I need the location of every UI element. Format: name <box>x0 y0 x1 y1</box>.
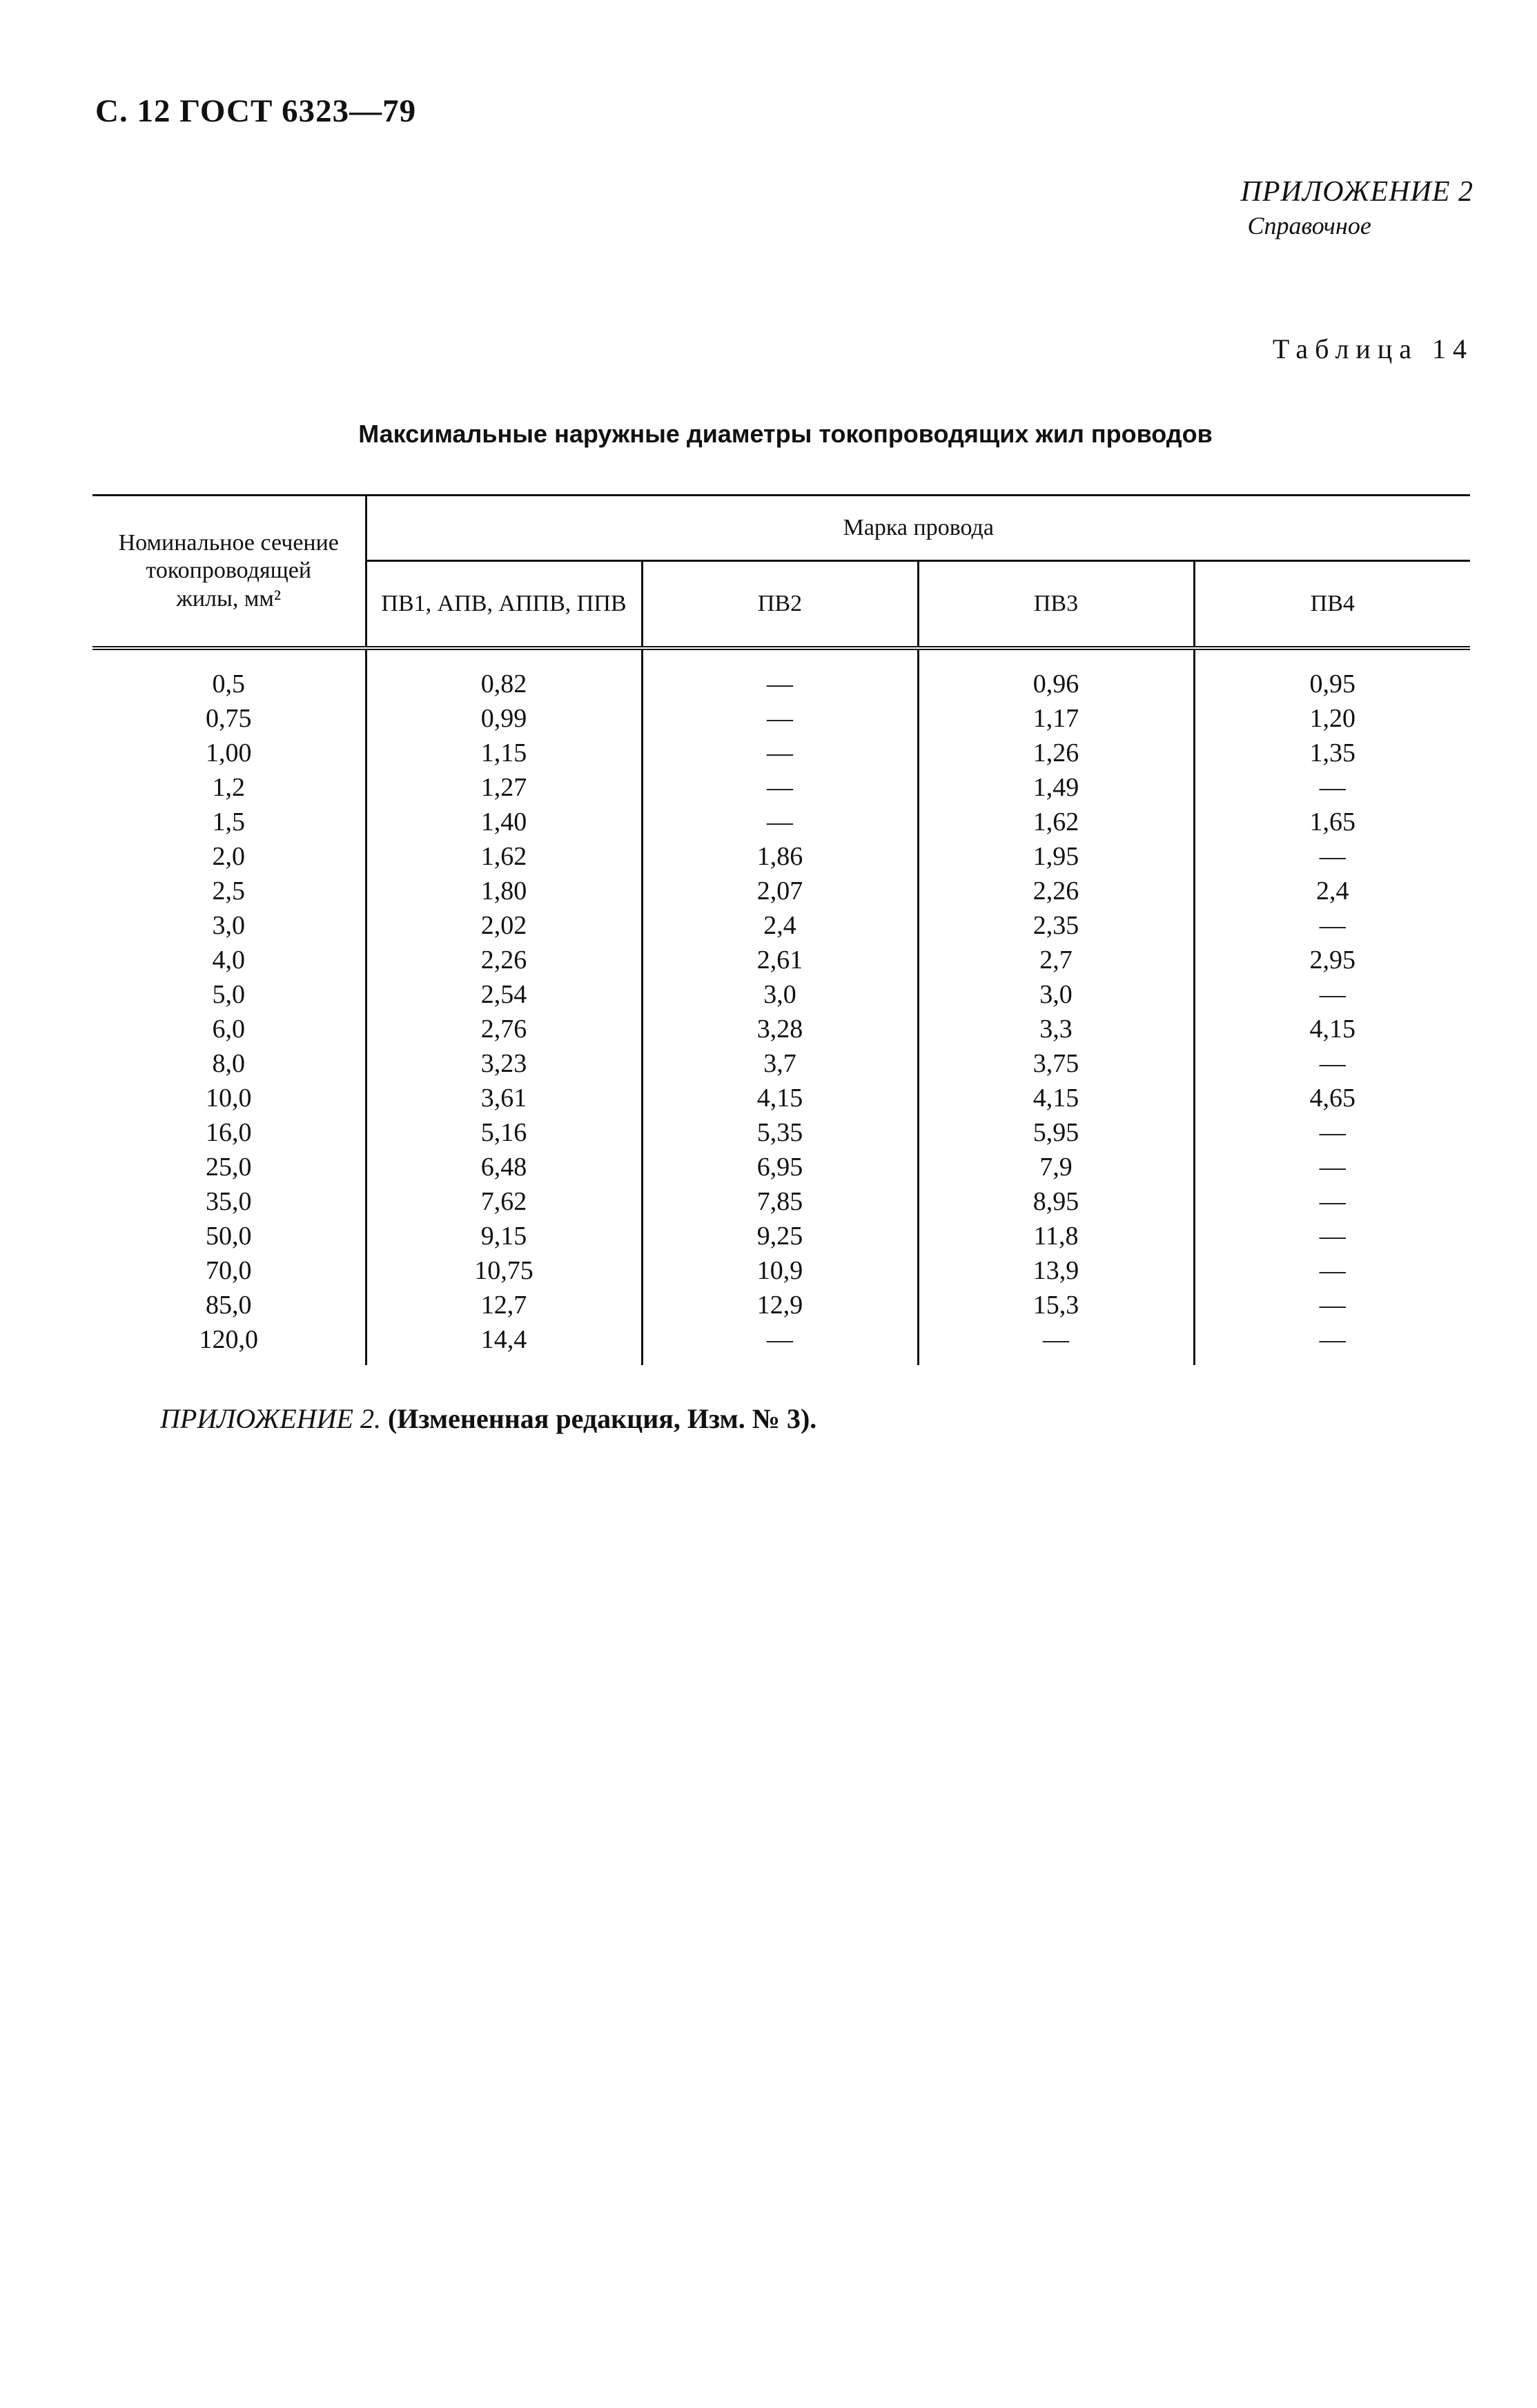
cross-section-cell: 0,5 <box>92 648 366 701</box>
diameter-cell: 15,3 <box>918 1288 1194 1322</box>
diameter-cell: 1,95 <box>918 839 1194 874</box>
diameter-cell: 4,65 <box>1309 1084 1356 1113</box>
diameter-cell: 10,9 <box>642 1253 918 1288</box>
diameter-cell: 3,0 <box>642 977 918 1012</box>
diameter-cell: 13,9 <box>918 1253 1194 1288</box>
diameter-cell: 2,02 <box>366 908 642 943</box>
table-row <box>92 839 1470 874</box>
diameter-cell: 1,17 <box>918 701 1194 736</box>
diameter-cell: 2,35 <box>918 908 1194 943</box>
diameter-cell: 6,48 <box>366 1150 642 1184</box>
table-row <box>92 1219 1470 1253</box>
diameter-cell: 1,35 <box>1309 738 1356 767</box>
diameter-cell: — <box>1319 1187 1346 1216</box>
diameter-cell: — <box>642 648 918 701</box>
cross-section-cell: 10,0 <box>92 1081 366 1115</box>
diameter-cell: 5,95 <box>918 1115 1194 1150</box>
table-row <box>92 977 1470 1012</box>
diameter-cell: — <box>642 701 918 736</box>
diameter-cell: 0,96 <box>918 648 1194 701</box>
section-header-line: жилы, мм² <box>176 585 282 611</box>
cross-section-cell: 25,0 <box>92 1150 366 1184</box>
cross-section-cell: 2,5 <box>92 874 366 908</box>
diameter-cell: 2,26 <box>918 874 1194 908</box>
table-row <box>92 1322 1470 1365</box>
table-row <box>92 1012 1470 1046</box>
diameter-cell: 0,99 <box>366 701 642 736</box>
diameter-cell: — <box>918 1322 1194 1365</box>
diameter-cell: — <box>1319 842 1346 871</box>
table-row <box>92 1150 1470 1184</box>
table-row <box>92 874 1470 908</box>
diameter-cell: 3,75 <box>918 1046 1194 1081</box>
diameter-cell: 12,9 <box>642 1288 918 1322</box>
section-header-line: токопроводящей <box>146 558 312 584</box>
diameter-cell: 2,07 <box>642 874 918 908</box>
page-header: С. 12 ГОСТ 6323—79 <box>95 93 417 129</box>
table-row <box>92 1253 1470 1288</box>
cross-section-cell: 2,0 <box>92 839 366 874</box>
cross-section-cell: 3,0 <box>92 908 366 943</box>
diameter-cell: 0,82 <box>366 648 642 701</box>
diameter-cell: 0,95 <box>1309 669 1356 698</box>
table-row <box>92 943 1470 977</box>
note-amendment-text: (Измененная редакция, Изм. № 3). <box>387 1403 817 1434</box>
diameter-cell: 10,75 <box>366 1253 642 1288</box>
diameter-cell: 7,85 <box>642 1184 918 1219</box>
diameter-cell: 3,0 <box>918 977 1194 1012</box>
cross-section-cell: 1,2 <box>92 770 366 805</box>
cross-section-cell: 1,5 <box>92 805 366 839</box>
column-header-pv2: ПВ2 <box>642 561 918 649</box>
diameter-cell: — <box>1319 980 1346 1009</box>
diameter-cell: — <box>642 805 918 839</box>
diameter-cell: 11,8 <box>918 1219 1194 1253</box>
diameter-cell: 12,7 <box>366 1288 642 1322</box>
diameter-cell: 7,9 <box>918 1150 1194 1184</box>
table-row <box>92 701 1470 736</box>
cross-section-cell: 0,75 <box>92 701 366 736</box>
diameter-cell: 1,62 <box>918 805 1194 839</box>
cross-section-cell: 35,0 <box>92 1184 366 1219</box>
amendment-note <box>160 1402 816 1435</box>
diameter-cell: 6,95 <box>642 1150 918 1184</box>
diameter-cell: — <box>1319 1256 1346 1285</box>
wire-brand-header: Марка провода <box>366 496 1470 561</box>
diameter-cell: 3,3 <box>918 1012 1194 1046</box>
cross-section-cell: 1,00 <box>92 736 366 770</box>
diameter-cell: — <box>1319 1325 1346 1354</box>
diameter-cell: — <box>1319 1049 1346 1078</box>
diameter-cell: 2,76 <box>366 1012 642 1046</box>
diameter-cell: — <box>642 736 918 770</box>
diameter-cell: — <box>1319 1291 1346 1320</box>
cross-section-cell: 120,0 <box>92 1322 366 1365</box>
diameter-cell: 5,35 <box>642 1115 918 1150</box>
diameter-cell: — <box>642 1322 918 1365</box>
section-column-header <box>92 496 366 649</box>
diameter-cell: 3,7 <box>642 1046 918 1081</box>
diameter-cell: 2,4 <box>642 908 918 943</box>
section-header-line: Номинальное сечение <box>118 530 339 556</box>
diameter-cell: 1,15 <box>366 736 642 770</box>
diameter-cell: 4,15 <box>642 1081 918 1115</box>
diameter-cell: 1,65 <box>1309 807 1356 836</box>
diameter-cell: 5,16 <box>366 1115 642 1150</box>
cross-section-cell: 50,0 <box>92 1219 366 1253</box>
table-row <box>92 1184 1470 1219</box>
diameter-cell: 1,40 <box>366 805 642 839</box>
diameter-cell: 2,54 <box>366 977 642 1012</box>
diameter-cell: 2,4 <box>1316 877 1349 906</box>
diameter-cell: 9,25 <box>642 1219 918 1253</box>
table-title: Максимальные наружные диаметры токопроводящих жил проводов <box>358 420 1213 448</box>
diameter-cell: 14,4 <box>366 1322 642 1365</box>
diameter-cell: 3,61 <box>366 1081 642 1115</box>
diameter-cell: 1,49 <box>918 770 1194 805</box>
table-row <box>92 1115 1470 1150</box>
cross-section-cell: 8,0 <box>92 1046 366 1081</box>
table-row <box>92 1288 1470 1322</box>
diameter-cell: 1,26 <box>918 736 1194 770</box>
table-row <box>92 908 1470 943</box>
diameter-cell: 9,15 <box>366 1219 642 1253</box>
diameter-cell: — <box>1319 1222 1346 1251</box>
table-row <box>92 805 1470 839</box>
table-body <box>92 648 1470 1365</box>
diameter-cell: 2,26 <box>366 943 642 977</box>
column-header-pv4: ПВ4 <box>1194 561 1470 649</box>
column-header-pv1: ПВ1, АПВ, АППВ, ППВ <box>366 561 642 649</box>
diameter-cell: 3,23 <box>366 1046 642 1081</box>
column-header-pv3: ПВ3 <box>918 561 1194 649</box>
cross-section-cell: 6,0 <box>92 1012 366 1046</box>
diameter-cell: 1,62 <box>366 839 642 874</box>
diameter-cell: — <box>642 770 918 805</box>
table-number: Таблица 14 <box>1272 333 1474 364</box>
diameter-cell: — <box>1319 1153 1346 1182</box>
cross-section-cell: 4,0 <box>92 943 366 977</box>
wire-diameter-table <box>92 494 1470 1365</box>
diameter-cell: 1,86 <box>642 839 918 874</box>
table-row <box>92 1081 1470 1115</box>
table-row <box>92 648 1470 701</box>
appendix-block <box>1241 175 1474 240</box>
note-appendix-ref: ПРИЛОЖЕНИЕ 2. <box>160 1403 381 1434</box>
table-row <box>92 770 1470 805</box>
diameter-cell: — <box>1319 1118 1346 1147</box>
diameter-cell: 4,15 <box>1309 1015 1356 1044</box>
diameter-cell: 3,28 <box>642 1012 918 1046</box>
table-row <box>92 1046 1470 1081</box>
diameter-cell: 1,27 <box>366 770 642 805</box>
diameter-cell: 7,62 <box>366 1184 642 1219</box>
diameter-cell: 1,20 <box>1309 704 1356 733</box>
diameter-cell: 8,95 <box>918 1184 1194 1219</box>
cross-section-cell: 85,0 <box>92 1288 366 1322</box>
diameter-cell: 2,95 <box>1309 946 1356 975</box>
diameter-cell: 2,61 <box>642 943 918 977</box>
cross-section-cell: 16,0 <box>92 1115 366 1150</box>
diameter-cell: — <box>1319 911 1346 940</box>
diameter-cell: 1,80 <box>366 874 642 908</box>
appendix-title: ПРИЛОЖЕНИЕ 2 <box>1240 176 1474 208</box>
table-row <box>92 736 1470 770</box>
appendix-subtitle: Справочное <box>1247 212 1371 239</box>
diameter-cell: — <box>1319 773 1346 802</box>
cross-section-cell: 70,0 <box>92 1253 366 1288</box>
cross-section-cell: 5,0 <box>92 977 366 1012</box>
diameter-cell: 4,15 <box>918 1081 1194 1115</box>
diameter-cell: 2,7 <box>918 943 1194 977</box>
